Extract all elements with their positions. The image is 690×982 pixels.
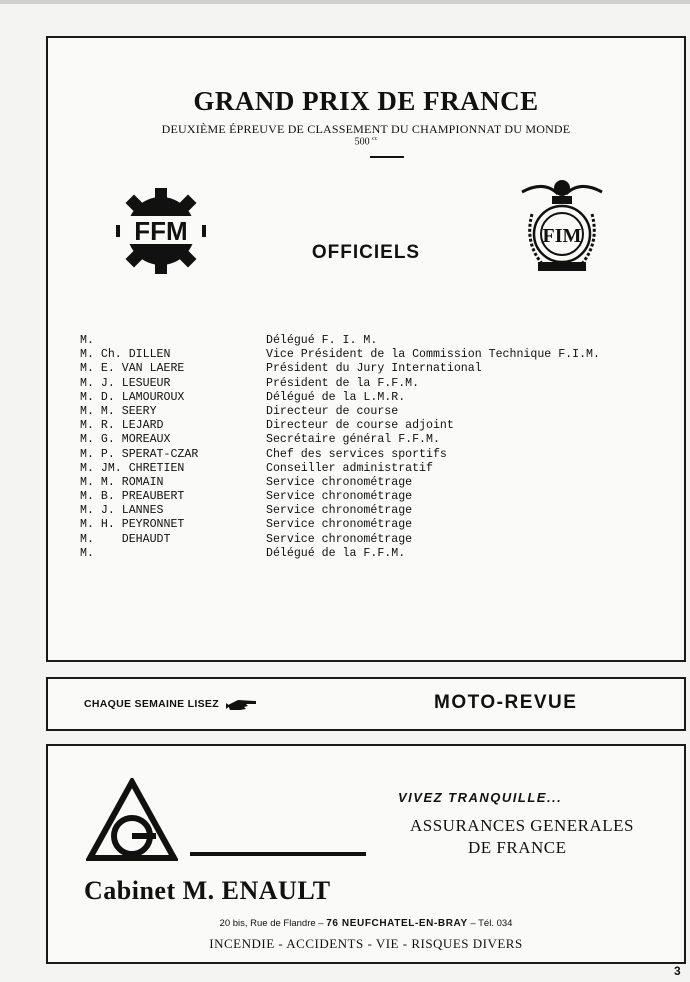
official-role: Président de la F.F.M. — [266, 376, 420, 390]
insurance-lines: INCENDIE - ACCIDENTS - VIE - RISQUES DIVERS — [209, 936, 523, 951]
insurance-name-line2: DE FRANCE — [468, 838, 567, 857]
official-role: Directeur de course — [266, 404, 399, 418]
ag-logo — [86, 778, 178, 862]
official-name: M. R. LEJARD — [80, 419, 164, 433]
official-role: Service chronométrage — [266, 532, 413, 546]
official-role: Service chronométrage — [266, 504, 413, 518]
insurance-slogan: VIVEZ TRANQUILLE... — [398, 790, 563, 805]
official-row — [80, 448, 680, 462]
official-role: Service chronométrage — [266, 475, 413, 489]
official-name: M. D. LAMOUROUX — [80, 390, 185, 404]
official-row — [80, 334, 680, 348]
officials-list — [80, 334, 680, 561]
moto-revue-label: CHAQUE SEMAINE LISEZ — [84, 698, 219, 710]
insurance-divider — [190, 852, 366, 856]
official-role: Service chronométrage — [266, 490, 413, 504]
official-role: Directeur de course adjoint — [266, 419, 454, 433]
official-role: Conseiller administratif — [266, 461, 433, 475]
address-phone: – Tél. 034 — [470, 918, 513, 929]
official-name: M. E. VAN LAERE — [80, 362, 185, 376]
official-role: Secrétaire général F.F.M. — [266, 433, 440, 447]
official-name: M. B. PREAUBERT — [80, 490, 185, 504]
official-name: M. — [80, 334, 94, 347]
official-name: M. G. MOREAUX — [80, 433, 171, 447]
official-row — [80, 533, 680, 547]
official-row — [80, 518, 680, 532]
official-row — [80, 362, 680, 376]
officials-panel — [46, 36, 686, 662]
top-edge-line — [0, 0, 690, 4]
official-name: M. JM. CHRETIEN — [80, 461, 185, 475]
official-row — [80, 348, 680, 362]
official-row — [80, 547, 680, 561]
official-name: M. J. LESUEUR — [80, 376, 171, 390]
address-city: 76 NEUFCHATEL-EN-BRAY — [326, 918, 468, 929]
page-number: 3 — [674, 964, 681, 978]
officials-heading: OFFICIELS — [311, 242, 421, 263]
official-name: M. J. LANNES — [80, 504, 164, 518]
page-subtitle: DEUXIÈME ÉPREUVE DE CLASSEMENT DU CHAMPIONNAT DU MONDE — [161, 122, 571, 136]
engine-class — [48, 136, 684, 147]
official-role: Chef des services sportifs — [266, 447, 447, 461]
official-name: M. M. ROMAIN — [80, 475, 164, 489]
moto-revue-brand: MOTO-REVUE — [434, 692, 578, 713]
official-row — [80, 462, 680, 476]
official-name: M. P. SPERAT-CZAR — [80, 447, 199, 461]
moto-revue-ad — [46, 677, 686, 731]
official-name: M. H. PEYRONNET — [80, 518, 185, 532]
official-row — [80, 391, 680, 405]
address-street: 20 bis, Rue de Flandre – — [219, 918, 324, 929]
insurance-name-line1: ASSURANCES GENERALES — [410, 816, 634, 835]
fim-logo-text: FIM — [542, 225, 582, 247]
insurance-ad — [46, 744, 686, 964]
official-role: Vice Président de la Commission Technique F.I.M. — [266, 348, 600, 362]
engine-class-unit: cc — [372, 136, 378, 142]
official-name: M. Ch. DILLEN — [80, 348, 171, 362]
official-name: M. M. SEERY — [80, 404, 157, 418]
official-row — [80, 476, 680, 490]
official-row — [80, 490, 680, 504]
official-row — [80, 433, 680, 447]
official-role: Délégué de la F.F.M. — [266, 546, 406, 560]
official-role: Service chronométrage — [266, 518, 413, 532]
official-name: M. DEHAUDT — [80, 532, 171, 546]
pointing-hand-icon — [226, 697, 260, 713]
engine-class-value: 500 — [354, 136, 370, 148]
official-role: Délégué F. I. M. — [266, 334, 378, 347]
title-divider — [370, 156, 404, 158]
cabinet-address — [48, 918, 684, 929]
cabinet-name: Cabinet M. ENAULT — [84, 876, 331, 905]
official-row — [80, 419, 680, 433]
official-name: M. — [80, 546, 94, 560]
official-row — [80, 405, 680, 419]
official-row — [80, 377, 680, 391]
official-row — [80, 504, 680, 518]
ffm-logo-text: FFM — [134, 216, 188, 246]
page-title: GRAND PRIX DE FRANCE — [193, 86, 539, 116]
official-role: Président du Jury International — [266, 362, 482, 376]
official-role: Délégué de la L.M.R. — [266, 390, 406, 404]
